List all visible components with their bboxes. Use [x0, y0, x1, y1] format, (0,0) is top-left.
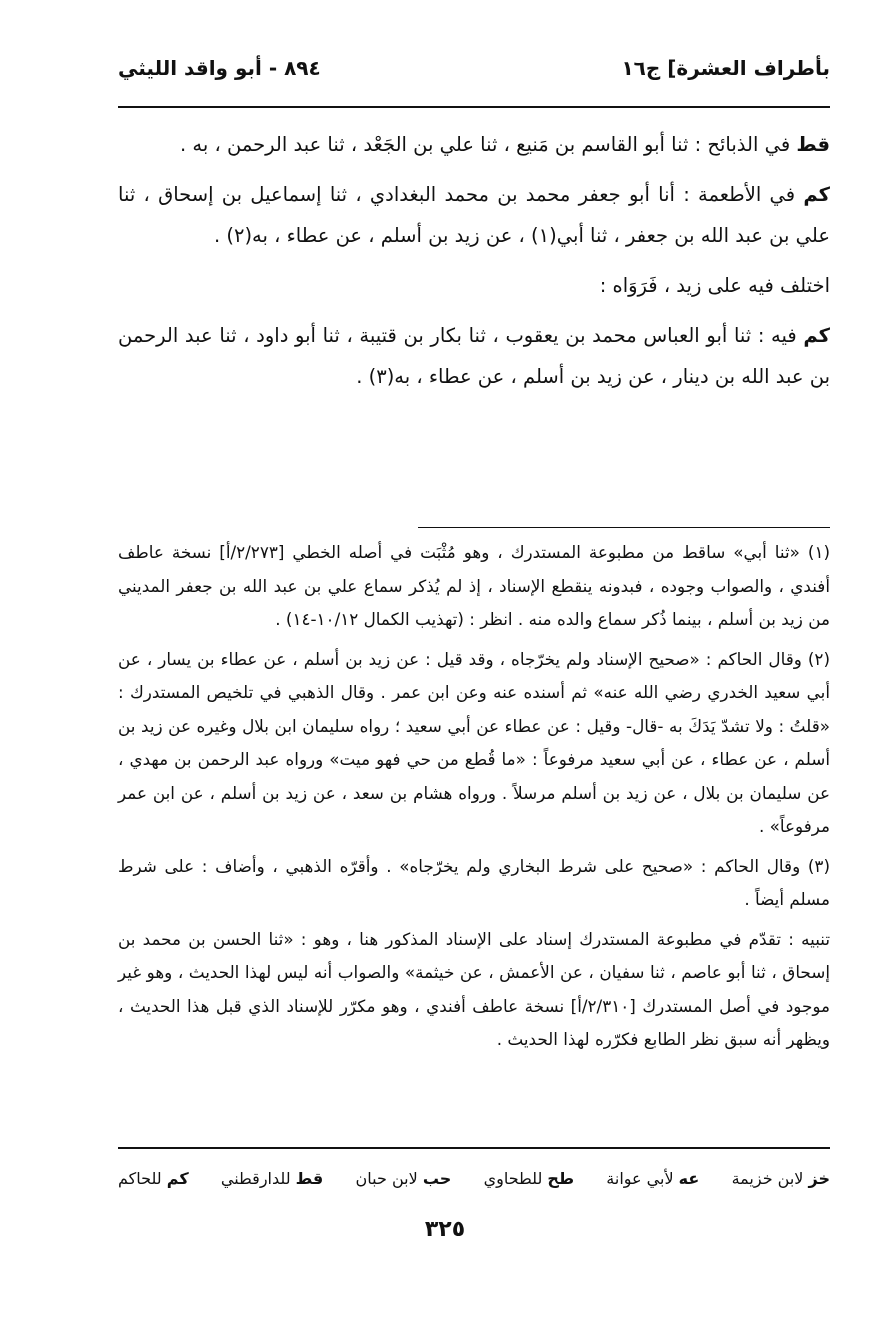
legend-item: خز لابن خزيمة [731, 1168, 830, 1188]
paragraph-text: في الذبائح : ثنا أبو القاسم بن مَنيع ، ثنا علي بن الجَعْد ، ثنا عبد الرحمن ، به . [180, 133, 797, 156]
header-rule [118, 106, 830, 108]
legend-rule [118, 1147, 830, 1149]
paragraph-4 [118, 315, 830, 397]
paragraph-text: اختلف فيه على زيد ، فَرَوَاه : [599, 274, 830, 297]
footnote-separator [418, 527, 830, 528]
legend-item: عه لأبي عوانة [606, 1168, 700, 1188]
footnotes [118, 536, 830, 1057]
paragraph-3 [118, 265, 830, 306]
paragraph-2 [118, 174, 830, 256]
editor-remark: تنبيه : تقدّم في مطبوعة المستدرك إسناد على الإسناد المذكور هنا ، وهو : «ثنا الحسن بن محمد بن إسحاق ، ثنا أبو عاصم ، ثنا سفيان ، عن الأعمش ، عن خيثمة» والصواب أنه ليس لهذا الحديث ، وهو غير موجود في أصل المستدرك [٢/٣١٠/أ] نسخة عاطف أفندي ، وهو مكرّر للإسناد الذي قبل هذا الحديث ، ويظهر أنه سبق نظر الطابع فكرّره لهذا الحديث . [118, 928, 830, 1049]
running-header [118, 56, 830, 96]
paragraph-1 [118, 124, 830, 165]
paragraph-text: في الأطعمة : أنا أبو جعفر محمد بن محمد البغدادي ، ثنا إسماعيل بن إسحاق ، ثنا علي بن عبد الله بن جعفر ، ثنا أبي(١) ، عن زيد بن أسلم ، عن عطاء ، به(٢) . [118, 183, 830, 247]
legend-item: حب لابن حبان [355, 1168, 452, 1188]
legend-item: كم للحاكم [118, 1168, 189, 1188]
header-book-title: بأطراف العشرة] ج١٦ [621, 56, 830, 80]
source-code: كم [803, 183, 830, 206]
header-entry-title: ٨٩٤ - أبو واقد الليثي [118, 56, 321, 80]
footnote-3: (٣) وقال الحاكم : «صحيح على شرط البخاري ولم يخرّجاه» . وأقرّه الذهبي ، وأضاف : على شرط مسلم أيضاً . [118, 855, 830, 909]
main-text [118, 124, 830, 397]
footnote-2: (٢) وقال الحاكم : «صحيح الإسناد ولم يخرّجاه ، وقد قيل : عن زيد بن أسلم ، عن عطاء بن يسار ، عن أبي سعيد الخدري رضي الله عنه» ثم أسنده عنه وعن ابن عمر . وقال الذهبي في تلخيص المستدرك : «قلتُ : ولا تشدّ يَدَكَ به -قال- وقيل : عن عطاء عن أبي سعيد ؛ رواه سليمان ابن بلال وغيره عن زيد بن أسلم ، عن عطاء ، عن أبي سعيد مرفوعاً : «ما قُطع من حي فهو ميت» ورواه عبد الرحمن بن مهدي ، عن سليمان بن بلال ، عن زيد بن أسلم مرسلاً . ورواه هشام بن سعد ، عن زيد بن أسلم ، عن ابن عمر مرفوعاً» . [118, 648, 830, 836]
page-number: ٣٢٥ [424, 1217, 466, 1242]
footnote-1: (١) «ثنا أبي» ساقط من مطبوعة المستدرك ، وهو مُثْبَت في أصله الخطي [٢/٢٧٣/أ] نسخة عاطف أفندي ، والصواب وجوده ، فبدونه ينقطع الإسناد ، إذ لم يُذكر سماع علي بن عبد الله بن جعفر المديني من زيد بن أسلم ، بينما ذُكر سماع والده منه . انظر : (تهذيب الكمال ١٠/١٢-١٤) . [118, 542, 831, 629]
legend-item: قط للدارقطني [220, 1168, 324, 1188]
abbreviation-legend [118, 1160, 830, 1196]
source-code: قط [796, 133, 830, 156]
paragraph-text: فيه : ثنا أبو العباس محمد بن يعقوب ، ثنا بكار بن قتيبة ، ثنا أبو داود ، ثنا عبد الرحمن بن عبد الله بن دينار ، عن زيد بن أسلم ، عن عطاء ، به(٣) . [118, 324, 830, 388]
legend-item: طح للطحاوي [483, 1168, 575, 1188]
source-code: كم [803, 324, 830, 347]
